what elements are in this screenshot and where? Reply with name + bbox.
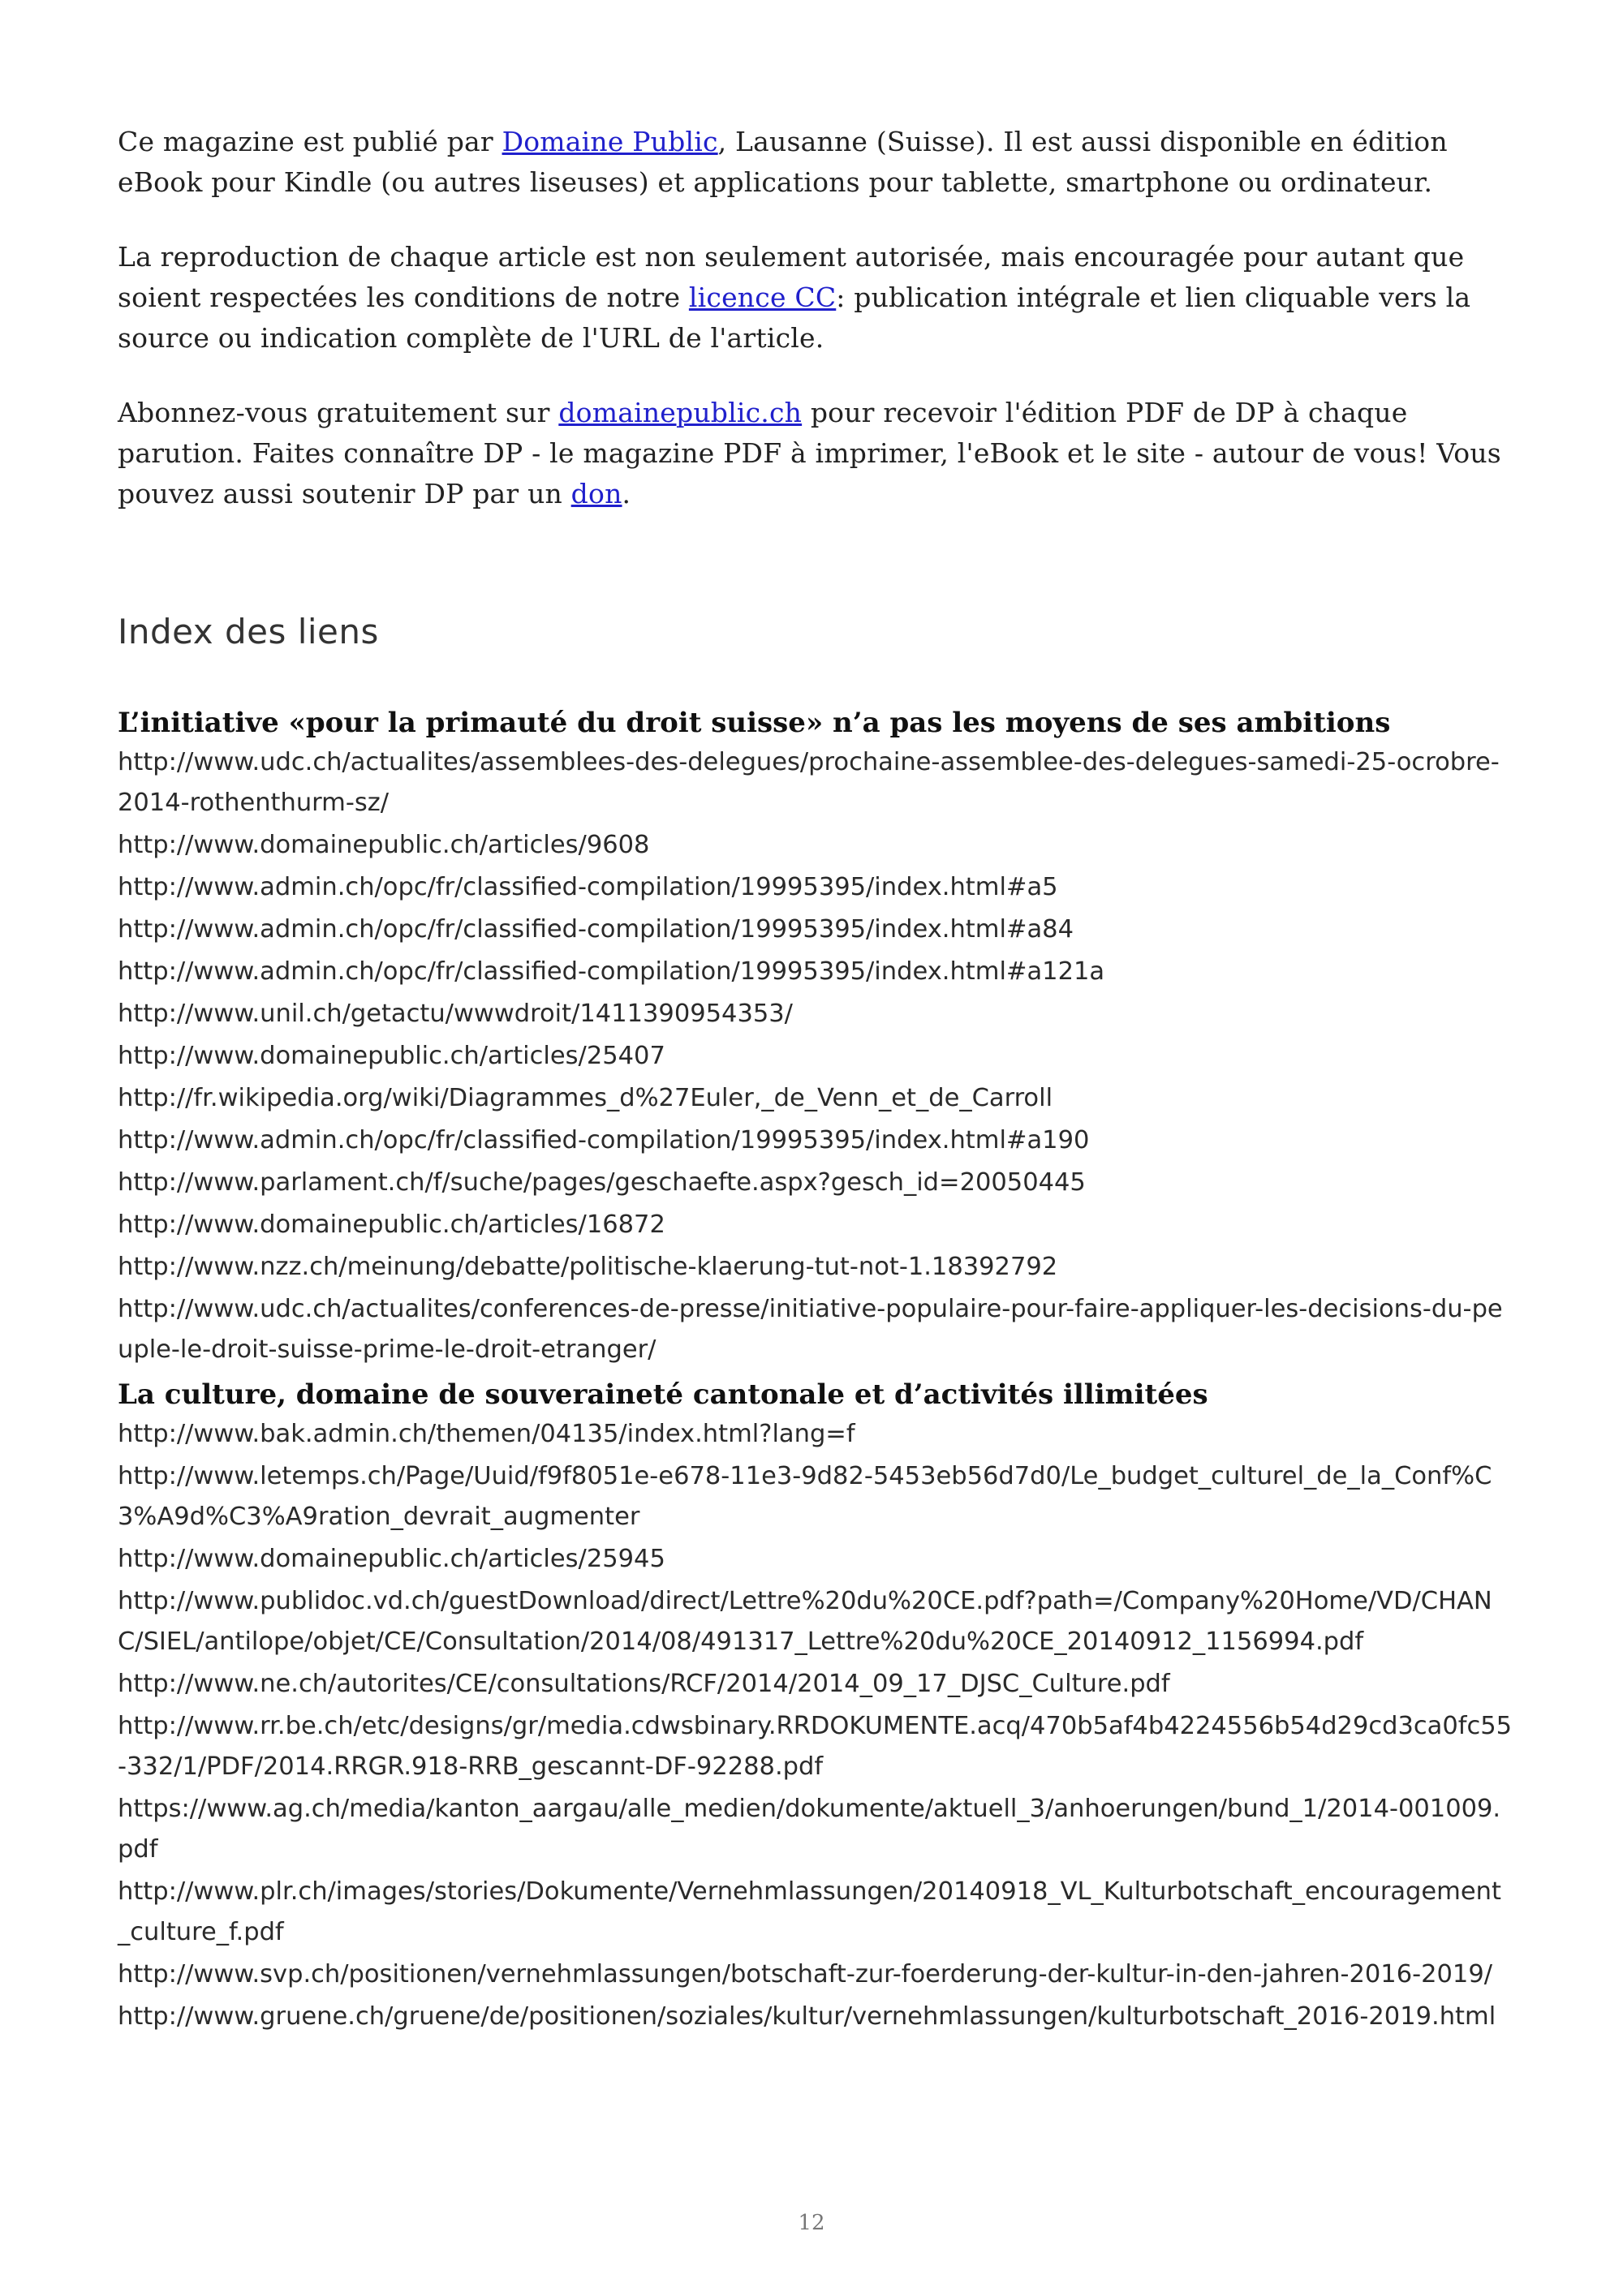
link-url[interactable]: http://www.udc.ch/actualites/assemblees-des-delegues/prochaine-assemblee-des-delegues-samedi-25-ocrobre-2014-rothenthurm-sz/ — [118, 748, 1500, 817]
intro-paragraph-subscribe — [118, 393, 1513, 514]
link-url[interactable]: http://www.publidoc.vd.ch/guestDownload/direct/Lettre%20du%20CE.pdf?path=/Company%20Home/VD/CHANC/SIEL/antilope/objet/CE/Consultation/2014/08/491317_Lettre%20du%20CE_20140912_1156994.pdf — [118, 1587, 1492, 1656]
don-link[interactable]: don — [570, 478, 622, 510]
index-heading: Index des liens — [118, 612, 379, 651]
intro-text: : publication intégrale et lien cliquable vers la source ou indication complète de l'URL de l'article. — [118, 282, 1471, 354]
article-title: L’initiative «pour la primauté du droit suisse» n’a pas les moyens de ses ambitions — [118, 707, 1391, 739]
link-url[interactable]: http://www.domainepublic.ch/articles/9608 — [118, 831, 650, 859]
intro-paragraph-publisher — [118, 122, 1513, 203]
intro-block — [118, 122, 1513, 514]
index-section — [118, 707, 1513, 1370]
link-url[interactable]: http://www.admin.ch/opc/fr/classified-compilation/19995395/index.html#a190 — [118, 1126, 1090, 1154]
index-section — [118, 1378, 1513, 2037]
link-url[interactable]: http://www.letemps.ch/Page/Uuid/f9f8051e-e678-11e3-9d82-5453eb56d7d0/Le_budget_culturel_de_la_Conf%C3%A9d%C3%A9ration_devrait_augmenter — [118, 1462, 1492, 1531]
link-url[interactable]: http://www.nzz.ch/meinung/debatte/politische-klaerung-tut-not-1.18392792 — [118, 1253, 1058, 1281]
domainepublic-link[interactable]: domainepublic.ch — [558, 397, 803, 428]
link-url[interactable]: https://www.ag.ch/media/kanton_aargau/alle_medien/dokumente/aktuell_3/anhoerungen/bund_1/2014-001009.pdf — [118, 1795, 1501, 1864]
intro-paragraph-license — [118, 237, 1513, 359]
link-url[interactable]: http://www.rr.be.ch/etc/designs/gr/media.cdwsbinary.RRDOKUMENTE.acq/470b5af4b4224556b54d29cd3ca0fc55-332/1/PDF/2014.RRGR.918-RRB_gescannt-DF-92288.pdf — [118, 1712, 1513, 1781]
link-url[interactable]: http://www.ne.ch/autorites/CE/consultations/RCF/2014/2014_09_17_DJSC_Culture.pdf — [118, 1670, 1170, 1698]
article-title: La culture, domaine de souveraineté cantonale et d’activités illimitées — [118, 1378, 1208, 1411]
link-url[interactable]: http://www.domainepublic.ch/articles/25407 — [118, 1042, 665, 1070]
link-url[interactable]: http://www.domainepublic.ch/articles/16872 — [118, 1210, 665, 1239]
licence-cc-link[interactable]: licence CC — [688, 282, 837, 313]
intro-text: La reproduction de chaque article est non seulement autorisée, mais encouragée pour autant que soient respectées les conditions de notre — [118, 241, 1465, 313]
link-url[interactable]: http://www.bak.admin.ch/themen/04135/index.html?lang=f — [118, 1420, 855, 1448]
link-url[interactable]: http://www.admin.ch/opc/fr/classified-compilation/19995395/index.html#a84 — [118, 915, 1074, 944]
intro-text: Abonnez-vous gratuitement sur — [118, 397, 559, 428]
link-url[interactable]: http://www.svp.ch/positionen/vernehmlassungen/botschaft-zur-foerderung-der-kultur-in-den-jahren-2016-2019/ — [118, 1960, 1493, 1989]
domaine-public-link[interactable]: Domaine Public — [502, 126, 718, 157]
link-list — [118, 742, 1513, 1370]
intro-text: pour recevoir l'édition PDF de DP à chaque parution. Faites connaître DP - le magazine PDF à imprimer, l'eBook et le site - autour de vous! Vous pouvez aussi soutenir DP par un — [118, 397, 1501, 510]
link-url[interactable]: http://www.udc.ch/actualites/conferences-de-presse/initiative-populaire-pour-faire-appliquer-les-decisions-du-peuple-le-droit-suisse-prime-le-droit-etranger/ — [118, 1295, 1503, 1364]
intro-text: Ce magazine est publié par — [118, 126, 502, 157]
link-url[interactable]: http://www.parlament.ch/f/suche/pages/geschaefte.aspx?gesch_id=20050445 — [118, 1168, 1086, 1197]
link-url[interactable]: http://www.domainepublic.ch/articles/25945 — [118, 1545, 665, 1573]
link-url[interactable]: http://www.admin.ch/opc/fr/classified-compilation/19995395/index.html#a5 — [118, 873, 1058, 901]
link-url[interactable]: http://www.gruene.ch/gruene/de/positionen/soziales/kultur/vernehmlassungen/kulturbotschaft_2016-2019.html — [118, 2002, 1496, 2031]
link-index — [118, 707, 1513, 2037]
intro-text: , Lausanne (Suisse). Il est aussi disponible en édition eBook pour Kindle (ou autres liseuses) et applications pour tablette, smartphone ou ordinateur. — [118, 126, 1448, 198]
document-page — [118, 122, 1513, 2045]
intro-text: . — [622, 478, 631, 510]
page-number: 12 — [798, 2211, 825, 2235]
link-list — [118, 1414, 1513, 2037]
link-url[interactable]: http://www.plr.ch/images/stories/Dokumente/Vernehmlassungen/20140918_VL_Kulturbotschaft_encouragement_culture_f.pdf — [118, 1877, 1501, 1946]
link-url[interactable]: http://www.admin.ch/opc/fr/classified-compilation/19995395/index.html#a121a — [118, 957, 1105, 986]
link-url[interactable]: http://www.unil.ch/getactu/wwwdroit/1411390954353/ — [118, 1000, 793, 1028]
link-url[interactable]: http://fr.wikipedia.org/wiki/Diagrammes_d%27Euler,_de_Venn_et_de_Carroll — [118, 1084, 1053, 1112]
